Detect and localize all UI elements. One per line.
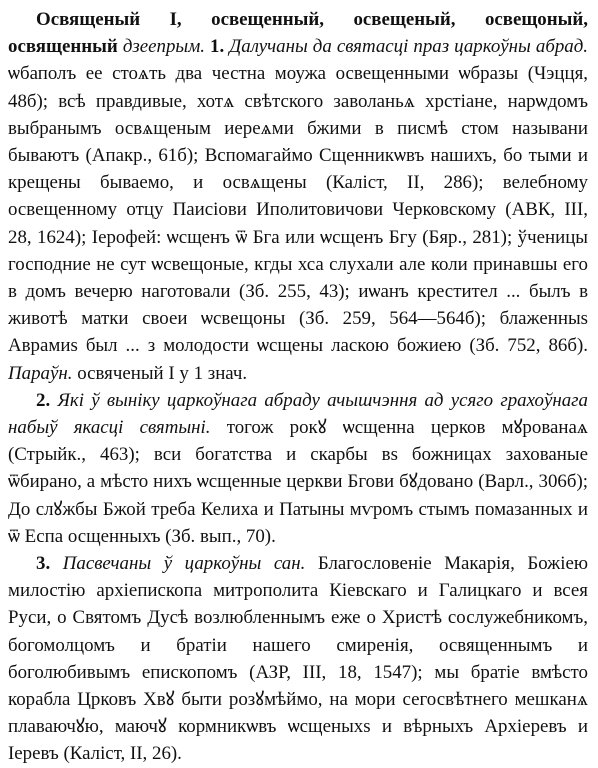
sense-number-1: 1. (210, 36, 225, 58)
sense-number-2: 2. (36, 389, 51, 411)
headword: Освященый І, освещенный, освещеный, освещоный, освященный (8, 9, 588, 58)
sense-citations-1: ѡбаполъ ее стоѧть два честна моужа освещенными ѡбразы (Чэцця, 48б); всѣ правдивые, хотѧ свѣтского заволаньѧ хрстіане, нарѡдомъ выбранымъ освѧщеным иереѧми бжими в писмѣ стом называни бываютъ (Апакр., 61б); Вспомагаймо Сщенникѡвъ нашихъ, бо тыми и крещены бываемо, и освѧщены (Каліст, II, 286); велебному освещенному отцу Паисіови Иполитовичови Черковскому (АВК, III, 28, 1624); Іерофей: ѡсщенъ ѿ Бга или ѡсщенъ Бгу (Бяр., 281); ўченицы господние не сут ѡсвещоные, кгды хса слухали але коли принавшы его в домъ вечерю наготовали (Зб. 255, 43); иѡанъ крестител ... былъ в животѣ матки своеи ѡсвещоны (Зб. 259, 564—564б); блаженныѕ Аврамиѕ был ... з молодости ѡсщены ласкою божиею (Зб. 752, 86б). (8, 63, 588, 357)
sense-definition-2: Які ў выніку царкоўнага абраду ачышчэння ад усяго грахоўнага набыў якасці святыні. (8, 389, 588, 439)
sense-citations-2: тогож рокꙋ ѡсщенна церков мꙋрованаѧ (Стрыйк., 463); вси богатства и скарбы вѕ божницах захованые ѿбирано, а мѣсто нихъ ѡсщенные церкви Бгови бꙋдовано (Варл., 306б); До слꙋжбы Бжой треба Келиха и Патыны мѵромъ стымъ помазанных и ѿ Еспа осщенныхъ (Зб. вып., 70). (8, 417, 589, 547)
sense-number-3: 3. (36, 553, 51, 575)
sense-citations-3: Благословеніе Макарія, Божіею милостію архіепископа митрополита Кіевскаго и Галицкаго и всея Руси, о Святомъ Дусѣ возлюбленнымъ еже о Христѣ сослужебникомъ, богомолцомъ и братіи нашего смиренія, освященнымъ и боголюбивымъ епископомъ (АЗР, III, 18, 1547); мы братіе вмѣсто корабла Црковъ Хвꙋ быти розꙋмѣймо, на мори сегосвѣтнего мешканѧ плаваючꙋю, маючꙋ кормникѡвъ ѡсщеныхѕ и вѣрныхъ Архіеревъ и Іеревъ (Каліст, II, 26). (8, 553, 588, 765)
entry-sense-3 (8, 550, 588, 768)
cross-reference: освяченый І у 1 знач. (77, 362, 248, 384)
entry-sense-2 (8, 387, 588, 550)
cross-reference-label: Параўн. (8, 362, 73, 384)
sense-definition-3: Пасвечаны ў царкоўны сан. (62, 553, 306, 575)
etymon-label: дзеепрым. (122, 36, 205, 58)
entry-sense-1 (8, 6, 588, 387)
sense-definition-1: Далучаны да святасці праз царкоўны абрад. (229, 36, 588, 58)
